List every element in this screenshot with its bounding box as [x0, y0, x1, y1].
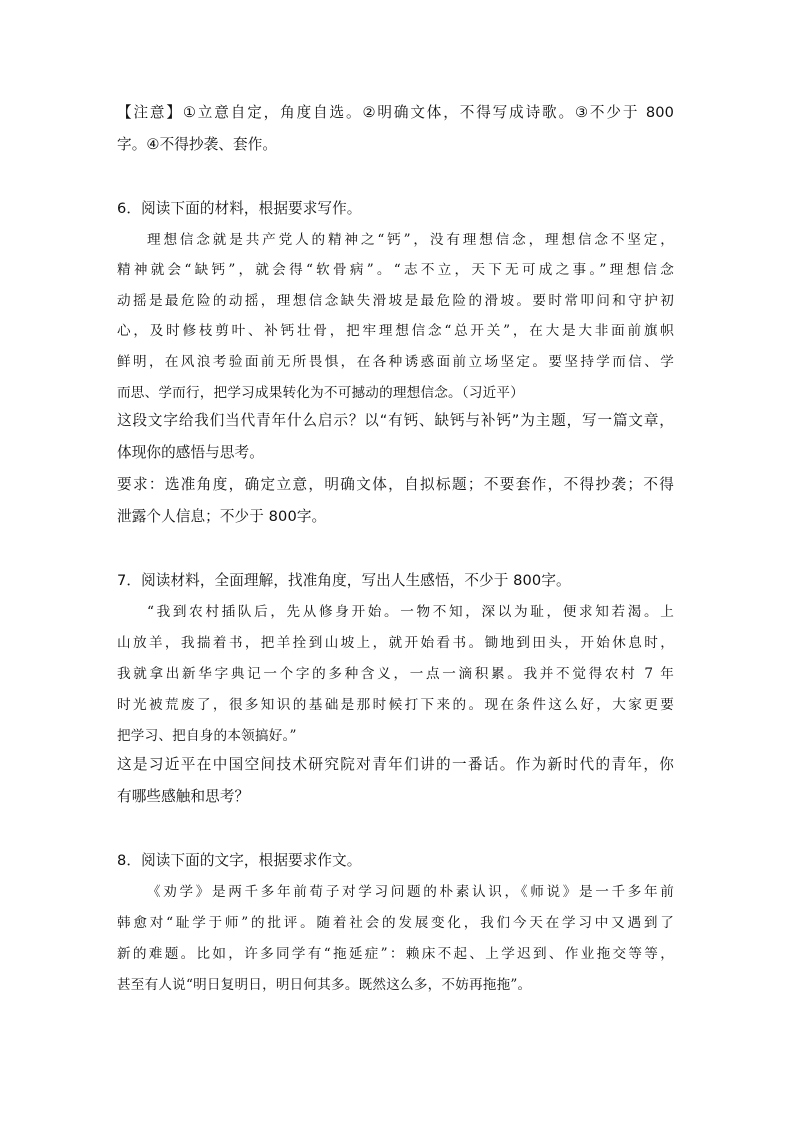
notice-line: 【注意】①立意自定，角度自选。②明确文体，不得写成诗歌。③不少于 800 — [117, 104, 674, 121]
question-7-heading: 7．阅读材料，全面理解，找准角度，写出人生感悟，不少于 800字。 — [117, 572, 571, 589]
q7-prompt-line: 这是习近平在中国空间技术研究院对青年们讲的一番话。作为新时代的青年，你 — [117, 756, 674, 773]
q6-requirement-line: 要求：选准角度，确定立意，明确文体，自拟标题；不要套作，不得抄袭；不得 — [117, 476, 674, 493]
q8-passage-line: 韩愈对“耻学于师”的批评。随着社会的发展变化，我们今天在学习中又遇到了 — [117, 915, 674, 931]
q7-passage-line: 时光被荒废了，很多知识的基础是那时候打下来的。现在条件这么好，大家更要 — [117, 697, 674, 713]
q6-requirement-line: 泄露个人信息；不少于 800字。 — [117, 508, 327, 525]
q6-passage-line: 而思、学而行，把学习成果转化为不可撼动的理想信念。（习近平） — [117, 385, 525, 401]
q7-passage-line: 山放羊，我揣着书，把羊拴到山坡上，就开始看书。锄地到田头，开始休息时， — [117, 635, 674, 651]
question-6-heading: 6．阅读下面的材料，根据要求写作。 — [117, 200, 362, 217]
q8-passage-line: 甚至有人说“明日复明日，明日何其多。既然这么多，不妨再拖拖”。 — [117, 977, 532, 993]
q6-passage-line: 鲜明，在风浪考验面前无所畏惧，在各种诱惑面前立场坚定。要坚持学而信、学 — [117, 354, 674, 370]
q7-passage-line: 我就拿出新华字典记一个字的多种含义，一点一滴积累。我并不觉得农村 7 年 — [117, 666, 674, 682]
q6-prompt-line: 体现你的感悟与思考。 — [117, 444, 264, 461]
q7-passage-line: 把学习、把自身的本领搞好。” — [117, 728, 297, 744]
q6-passage-line: 理想信念就是共产党人的精神之“钙”，没有理想信念，理想信念不坚定， — [147, 232, 674, 248]
q6-passage-line: 心，及时修枝剪叶、补钙壮骨，把牢理想信念“总开关”，在大是大非面前旗帜 — [117, 323, 674, 339]
q8-passage-line: 新的难题。比如，许多同学有“拖延症”：赖床不起、上学迟到、作业拖交等等， — [117, 946, 674, 962]
q6-prompt-line: 这段文字给我们当代青年什么启示？以“有钙、缺钙与补钙”为主题，写一篇文章， — [117, 412, 674, 429]
notice-line: 字。④不得抄袭、套作。 — [117, 136, 278, 153]
q8-passage-line: 《劝学》是两千多年前荀子对学习问题的朴素认识，《师说》是一千多年前 — [147, 884, 674, 900]
q7-passage-line: “我到农村插队后，先从修身开始。一物不知，深以为耻，便求知若渴。上 — [147, 604, 674, 620]
question-8-heading: 8．阅读下面的文字，根据要求作文。 — [117, 852, 362, 869]
q6-passage-line: 动摇是最危险的动摇，理想信念缺失滑坡是最危险的滑坡。要时常叩问和守护初 — [117, 293, 674, 309]
q6-passage-line: 精神就会“缺钙”，就会得“软骨病”。“志不立，天下无可成之事。”理想信念 — [117, 262, 674, 278]
q7-prompt-line: 有哪些感触和思考？ — [117, 788, 250, 805]
